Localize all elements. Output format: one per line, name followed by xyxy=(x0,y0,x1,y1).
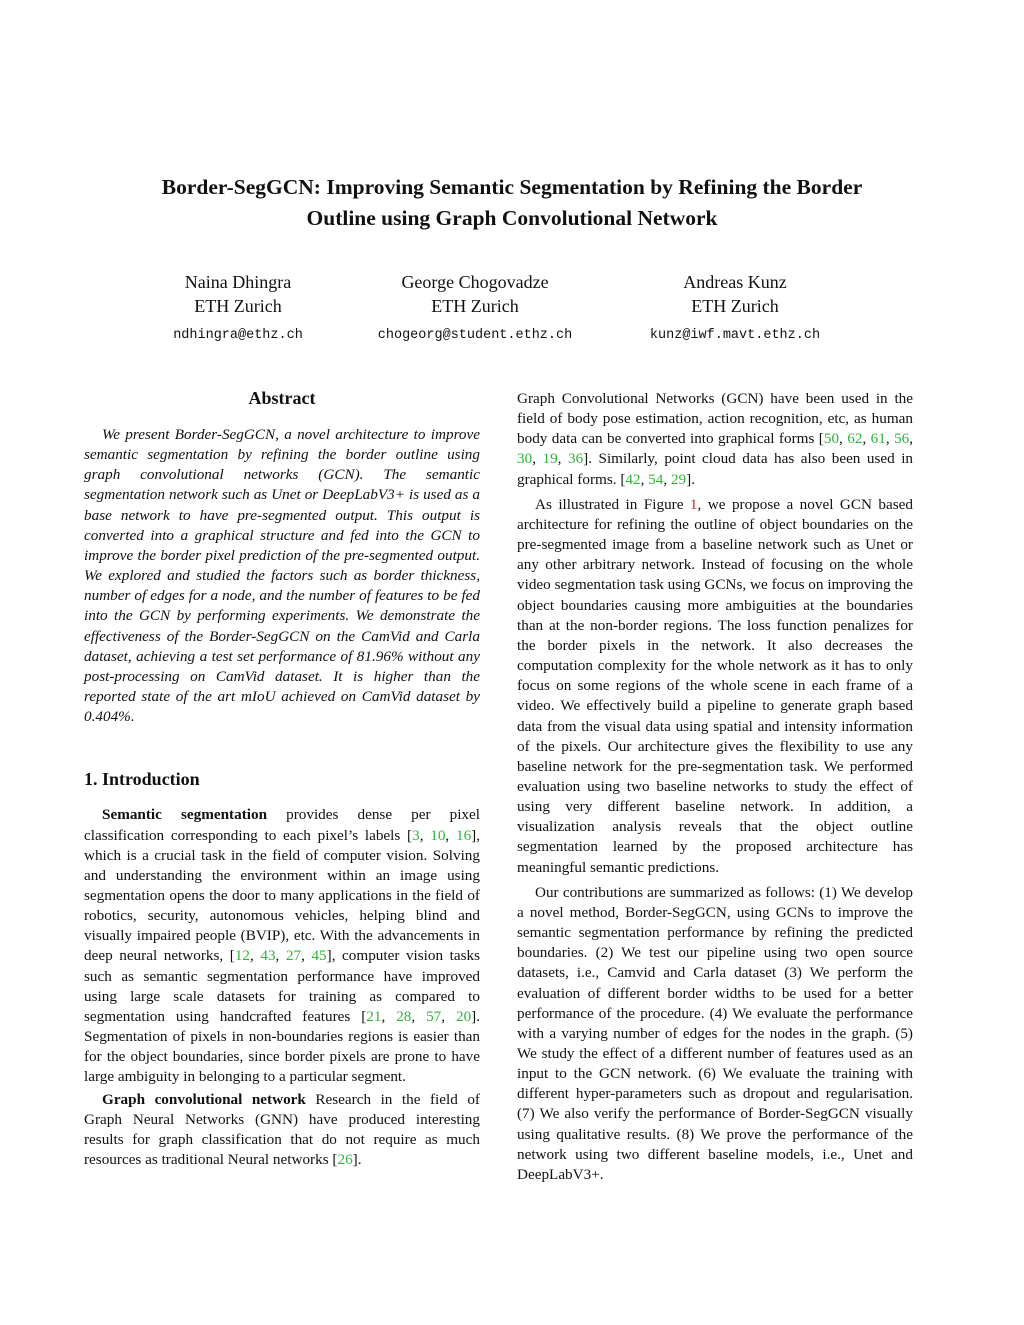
citation-link[interactable]: 62 xyxy=(847,430,863,448)
text-run: ]. xyxy=(352,1151,362,1168)
author-email: chogeorg@student.ethz.ch xyxy=(377,328,573,343)
citation-link[interactable]: 50 xyxy=(823,430,840,448)
author-affiliation: ETH Zurich xyxy=(691,296,779,316)
intro-paragraph-2 xyxy=(84,1090,480,1171)
author-email: ndhingra@ethz.ch xyxy=(173,328,303,343)
citation-link[interactable]: 43 xyxy=(260,947,276,965)
citation-link[interactable]: 57 xyxy=(426,1007,442,1025)
author-affiliation: ETH Zurich xyxy=(194,296,282,316)
citation-link[interactable]: 26 xyxy=(337,1151,353,1168)
text-run: , we propose a novel GCN based architecture for refining the outline of object boundaries on the pre-segmented image from a baseline network such as Unet or any other arbitrary network. Instead of focusing on the whole video segmentation task using GCNs, we focus on improving the object boundaries causing more ambiguities at the boundaries than at the non-border regions. The loss function penalizes for the border pixels in the network. It also decreases the computation complexity for the whole network as it has to only focus on some regions of the whole scene in each frame of a video. We effectively build a pipeline to generate graph based data from the visual data using spatial and intensity information of the pixels. Our architecture gives the flexibility to use any baseline network for the pre-segmentation task. We performed evaluation using two baseline networks to study the effect of using very different baseline network. In addition, a visualization analysis reveals that the object outline segmentation learned by the proposed architecture has meaningful semantic predictions. xyxy=(517,495,913,876)
citation-link[interactable]: 56 xyxy=(894,430,910,448)
figure-reference-link[interactable]: 1 xyxy=(689,495,698,513)
citation-link[interactable]: 20 xyxy=(455,1007,472,1025)
citation-link[interactable]: 12 xyxy=(234,947,250,965)
paragraph-lead: Semantic segmentation xyxy=(102,806,268,824)
citation-link[interactable]: 36 xyxy=(567,450,584,468)
title-line-2: Outline using Graph Convolutional Network xyxy=(306,206,718,230)
author-email: kunz@iwf.mavt.ethz.ch xyxy=(649,328,821,343)
text-run: ], which is a crucial task in the field of computer vision. Solving and understanding the environment within an image using segmentation opens the door to many applications in the field of robotics, security, autonomous vehicles, helping blind and visually impaired people (BVIP), etc. With the advancements in deep neural networks, [ xyxy=(84,826,481,965)
text-run: As illustrated in Figure xyxy=(535,495,690,513)
abstract-text: We present Border-SegGCN, a novel architecture to improve semantic segmentation by refining the border outline using graph convolutional networks (GCN). The semantic segmentation network such as Unet or DeepLabV3+ is used as a base network to have pre-segmented output. This output is converted into a graphical structure and fed into the GCN to improve the border pixel prediction of the pre-segmented output. We explored and studied the factors such as border thickness, number of edges for a node, and the number of features to be fed into the GCN by performing experiments. We demonstrate the effectiveness of the Border-SegGCN on the CamVid and Carla dataset, achieving a test set performance of 81.96% without any post-processing on CamVid dataset. It is higher than the reported state of the art mIoU achieved on CamVid dataset by 0.404%. xyxy=(84,426,480,726)
author-name: Andreas Kunz xyxy=(683,272,787,292)
title-line-1: Border-SegGCN: Improving Semantic Segmentation by Refining the Border xyxy=(161,175,863,199)
author-block-2 xyxy=(345,270,605,348)
citation-link[interactable]: 3 xyxy=(412,826,420,844)
right-paragraph-2 xyxy=(517,495,913,878)
citation-link[interactable]: 19 xyxy=(542,450,558,468)
right-paragraph-1: Graph Convolutional Networks (GCN) have been used in the field of body pose estimation, action recognition, etc, as human body data can be converted into graphical forms [50, 62, 61, 56, 30, 19, 36]. Similarly, point cloud data has also been used in graphical forms. [42, 54, 29]. xyxy=(517,390,914,488)
author-block-1 xyxy=(108,270,368,348)
intro-paragraph-1: Semantic segmentation provides dense per pixel classification corresponding to each pixel’s labels [3, 10, 16], which is a crucial task in the field of computer vision. Solving and understanding the environment within an image using segmentation opens the door to many applications in the field of robotics, security, autonomous vehicles, helping blind and visually impaired people (BVIP), etc. With the advancements in deep neural networks, [12, 43, 27, 45], computer vision tasks such as semantic segmentation performance have improved using large scale datasets for training as compared to segmentation using handcrafted features [21, 28, 57, 20]. Segmentation of pixels in non-boundaries regions is easier than for the object boundaries, since border pixels are prone to have large ambiguity in belonging to a particular segment. xyxy=(84,806,481,1086)
citation-link[interactable]: 27 xyxy=(285,947,302,965)
citation-link[interactable]: 16 xyxy=(455,826,472,844)
paragraph-lead: Graph convolutional network xyxy=(102,1090,306,1108)
right-paragraph-3: Our contributions are summarized as follows: (1) We develop a novel method, Border-SegGCN, using GCNs to improve the semantic segmentation performance by refining the predicted boundaries. (2) We test our pipeline using two open source datasets, i.e., Camvid and Carla dataset (3) We perform the evaluation of different border widths to be used for a better performance of the procedure. (4) We evaluate the performance with a varying number of edges for the nodes in the graph. (5) We study the effect of a different number of features used as an input to the GCN network. (6) We evaluate the training with different hyper-parameters such as dropout and regularisation. (7) We also verify the performance of Border-SegGCN visually using qualitative results. (8) We prove the performance of the network using two different baseline models, i.e., Unet and DeepLabV3+. xyxy=(517,883,913,1183)
citation-link[interactable]: 45 xyxy=(311,947,327,965)
paper-title xyxy=(80,172,944,234)
citation-link[interactable]: 28 xyxy=(396,1007,412,1025)
right-column xyxy=(517,389,913,1185)
citation-link[interactable]: 54 xyxy=(648,470,664,488)
text-run: provides dense per pixel classification corresponding to each pixel’s labels [ xyxy=(84,806,480,844)
text-run: Graph Convolutional Networks (GCN) have been used in the field of body pose estimation, action recognition, etc, as human body data can be converted into graphical forms [ xyxy=(517,390,913,448)
citation-link[interactable]: 29 xyxy=(670,470,687,488)
section-heading-introduction: 1. Introduction xyxy=(84,769,200,790)
text-run: ]. xyxy=(686,470,695,488)
citation-link[interactable]: 30 xyxy=(517,450,533,468)
author-affiliation: ETH Zurich xyxy=(431,296,519,316)
abstract-heading: Abstract xyxy=(248,388,316,408)
author-name: Naina Dhingra xyxy=(184,272,292,292)
text-run: ], computer vision tasks such as semantic segmentation performance have improved using large scale datasets for training as compared to segmentation using handcrafted features [ xyxy=(84,947,481,1025)
text-run: ]. Similarly, point cloud data has also been used in graphical forms. [ xyxy=(517,450,914,488)
citation-link[interactable]: 42 xyxy=(625,470,641,488)
citation-link[interactable]: 21 xyxy=(366,1007,382,1025)
text-run: Research in the field of Graph Neural Networks (GNN) have produced interesting results for graph classification that do not require as much resources as traditional Neural networks [ xyxy=(84,1090,480,1168)
author-block-3 xyxy=(605,270,865,348)
citation-link[interactable]: 61 xyxy=(870,430,886,448)
text-run: ]. Segmentation of pixels in non-boundaries regions is easier than for the object boundaries, since border pixels are prone to have large ambiguity in belonging to a particular segment. xyxy=(84,1007,481,1086)
author-name: George Chogovadze xyxy=(401,272,549,292)
left-column xyxy=(84,386,480,1170)
citation-link[interactable]: 10 xyxy=(430,826,446,844)
